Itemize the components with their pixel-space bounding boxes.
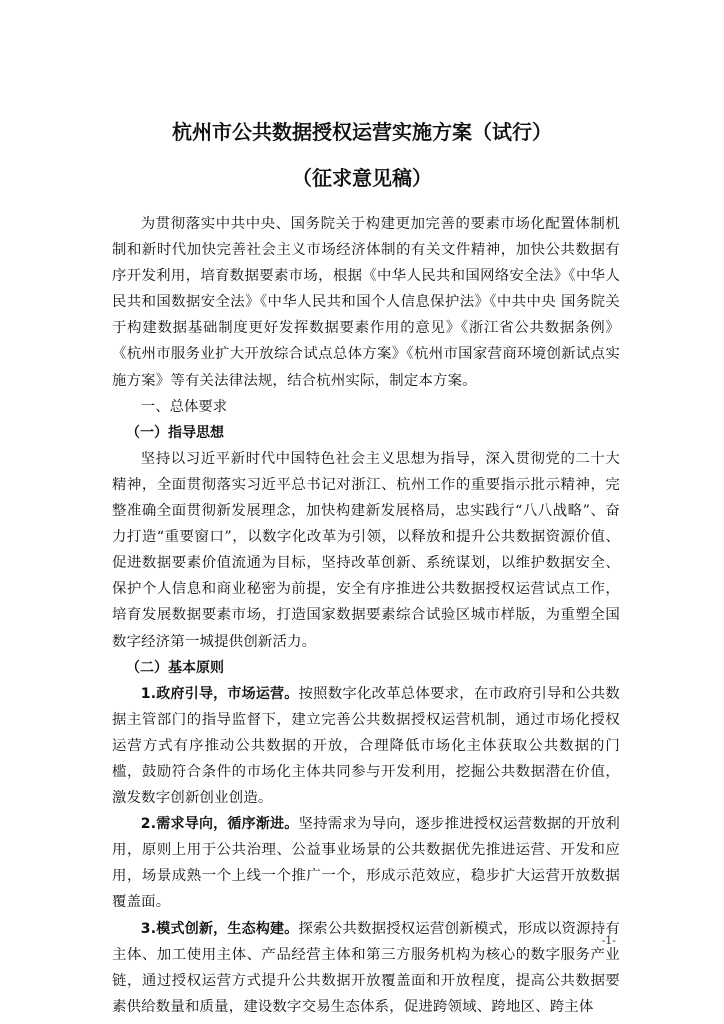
principle-paragraph — [112, 916, 620, 1020]
principle-text: 按照数字化改革总体要求，在市政府引导和公共数据主管部门的指导监督下，建立完善公共数据授权运营机制，通过市场化授权运营方式有序推动公共数据的开放，合理降低市场化主体获取公共数据的门槛，鼓励符合条件的市场化主体共同参与开发利用，挖掘公共数据潜在价值，激发数字创新创业创造。 — [112, 685, 620, 807]
principle-lead: 2.需求导向，循序渐进。 — [140, 816, 299, 833]
principle-text: 坚持需求为导向，逐步推进授权运营数据的开放利用，原则上用于公共治理、公益事业场景的公共数据优先推进运营、开发和应用，场景成熟一个上线一个推广一个，形成示范效应，稳步扩大运营开放数据覆盖面。 — [112, 816, 620, 911]
principle-lead: 3.模式创新，生态构建。 — [140, 920, 299, 937]
principle-text: 探索公共数据授权运营创新模式，形成以资源持有主体、加工使用主体、产品经营主体和第三方服务机构为核心的数字服务产业链，通过授权运营方式提升公共数据开放覆盖面和开放程度，提高公共数据要素供给数量和质量，建设数字交易生态体系，促进跨领域、跨地区、跨主体 — [112, 920, 620, 1015]
principle-paragraph — [112, 811, 620, 915]
subsection-heading-guiding-ideology: （一）指导思想 — [126, 424, 224, 441]
principle-lead: 1.政府引导，市场运营。 — [140, 685, 299, 702]
principle-paragraph — [112, 681, 620, 811]
section-heading-1: 一、总体要求 — [140, 398, 228, 415]
subsection-heading-basic-principles: （二）基本原则 — [126, 659, 224, 676]
document-title: 杭州市公共数据授权运营实施方案（试行） — [172, 120, 552, 144]
intro-paragraph: 为贯彻落实中共中央、国务院关于构建更加完善的要素市场化配置体制机制和新时代加快完善社会主义市场经济体制的有关文件精神，加快公共数据有序开发利用，培育数据要素市场，根据《中华人民共和国网络安全法》《中华人民共和国数据安全法》《中华人民共和国个人信息保护法》《中共中央 国务院关于构建数据基础制度更好发挥数据要素作用的意见》《浙江省公共数据条例》《杭州市服务业扩大开放综合试点总体方案》《杭州市国家营商环境创新试点实施方案》等有关法律法规，结合杭州实际，制定本方案。 — [112, 216, 620, 389]
document-subtitle: （征求意见稿） — [292, 166, 432, 190]
document-body — [112, 211, 620, 1020]
page-number: -1- — [601, 934, 616, 947]
guiding-ideology-paragraph: 坚持以习近平新时代中国特色社会主义思想为指导，深入贯彻党的二十大精神，全面贯彻落实习近平总书记对浙江、杭州工作的重要指示批示精神，完整准确全面贯彻新发展理念，加快构建新发展格局，忠实践行“八八战略”、奋力打造“重要窗口”，以数字化改革为引领，以释放和提升公共数据资源价值、促进数据要素价值流通为目标，坚持改革创新、系统谋划，以维护数据安全、保护个人信息和商业秘密为前提，安全有序推进公共数据授权运营试点工作，培育发展数据要素市场，打造国家数据要素综合试验区城市样版，为重塑全国数字经济第一城提供创新活力。 — [112, 450, 620, 650]
